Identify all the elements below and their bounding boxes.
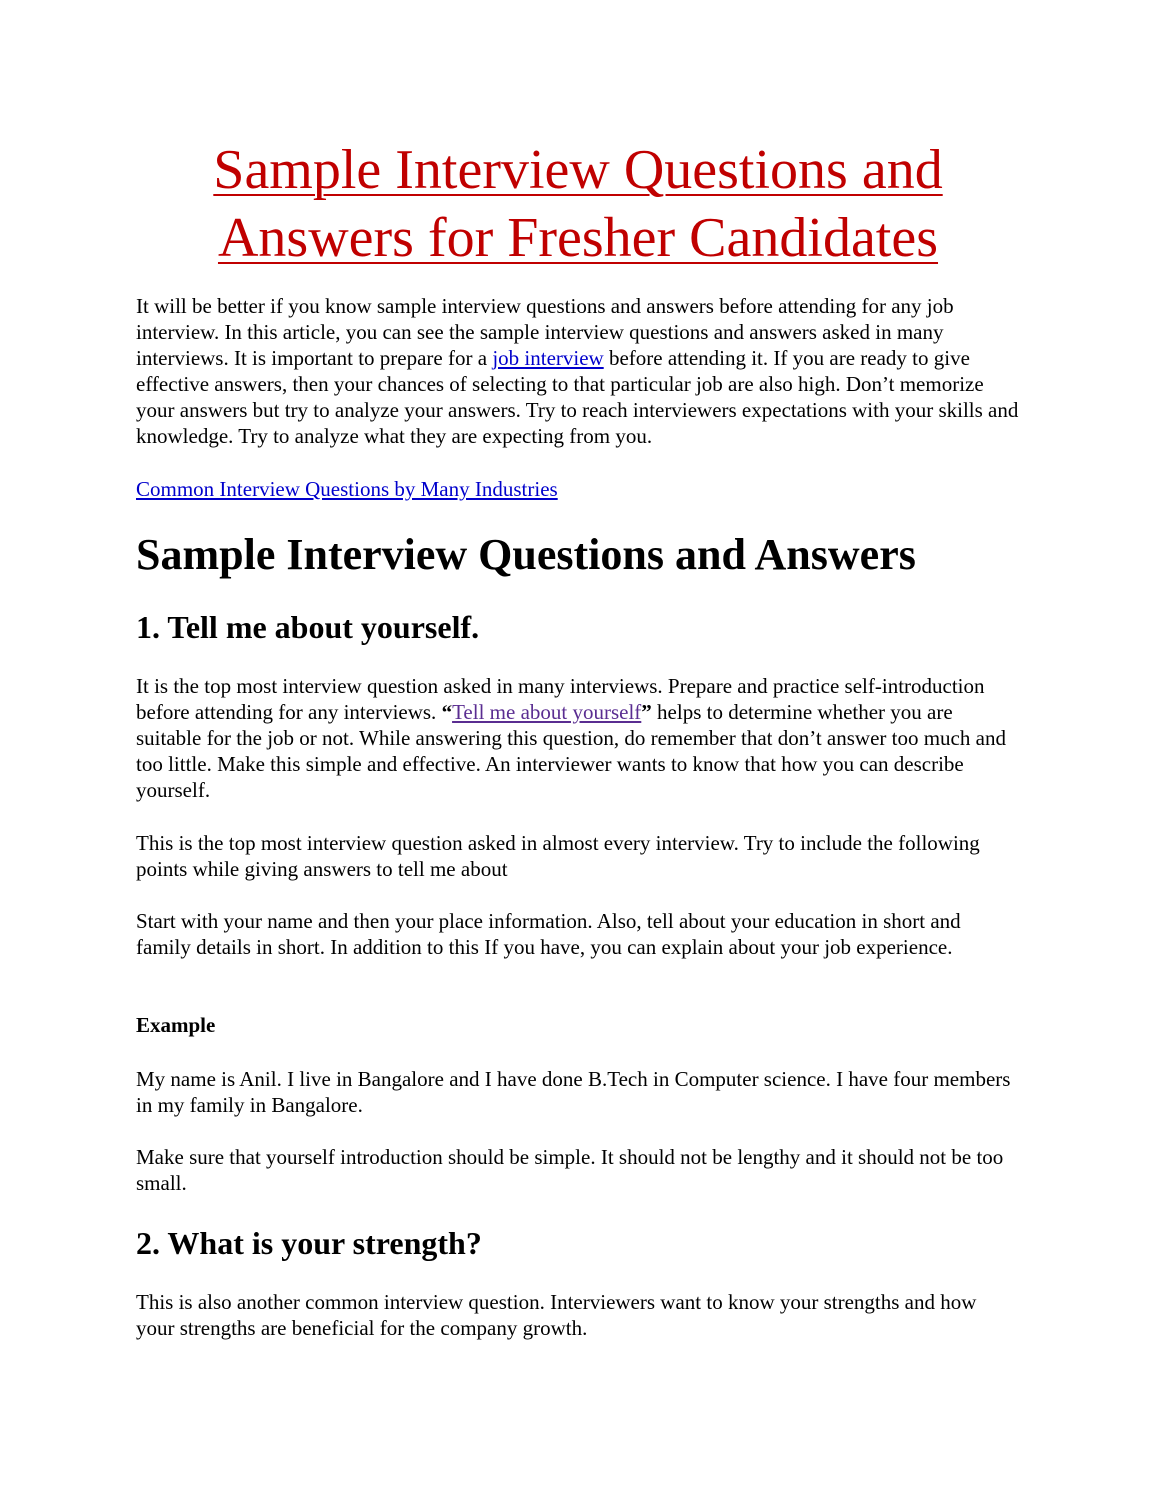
open-quote: “: [441, 700, 453, 724]
intro-paragraph: [136, 293, 1020, 449]
question-1-paragraph-5: Make sure that yourself introduction should be simple. It should not be lengthy and it should not be too small.: [136, 1145, 1004, 1195]
intro-text-start: It will be better if you know sample interview questions and answers before attending for any job interview. In this article, you can see the sample interview questions and answers asked in many interviews. It is important to prepare for a: [136, 294, 954, 370]
document-title-link[interactable]: [213, 139, 942, 269]
document-title: [0, 136, 1156, 272]
main-heading: Sample Interview Questions and Answers: [136, 530, 916, 579]
example-paragraph: My name is Anil. I live in Bangalore and I have done B.Tech in Computer science. I have four members in my family in Bangalore.: [136, 1067, 1011, 1117]
q1-text-start: It is the top most interview question asked in many interviews. Prepare and practice self-introduction before attending for any interviews.: [136, 674, 985, 724]
question-1-heading: 1. Tell me about yourself.: [136, 609, 480, 645]
job-interview-link[interactable]: job interview: [492, 346, 604, 370]
intro-text-end: before attending it. If you are ready to give effective answers, then your chances of selecting to that particular job are also high. Don’t memorize your answers but try to analyze your answers. Try to reach interviewers expectations with your skills and knowledge. Try to analyze what they are expecting from you.: [136, 346, 1019, 448]
title-line-2: Answers for Fresher Candidates: [217, 207, 939, 269]
question-1-paragraph-3: Start with your name and then your place information. Also, tell about your education in short and family details in short. In addition to this If you have, you can explain about your job experience.: [136, 909, 961, 959]
question-2-paragraph-1: This is also another common interview question. Interviewers want to know your strengths and how your strengths are beneficial for the company growth.: [136, 1290, 977, 1340]
common-questions-paragraph: [136, 476, 558, 502]
title-line-1: Sample Interview Questions and: [213, 139, 943, 201]
question-1-paragraph-2: This is the top most interview question asked in almost every interview. Try to include the following points while giving answers to tell me about: [136, 831, 980, 881]
common-interview-questions-link[interactable]: Common Interview Questions by Many Industries: [136, 477, 558, 501]
example-label: Example: [136, 1013, 216, 1037]
close-quote: ”: [641, 700, 652, 724]
question-1-paragraph-1: [136, 673, 1020, 803]
q1-text-end: helps to determine whether you are suitable for the job or not. While answering this question, do remember that don’t answer too much and too little. Make this simple and effective. An interviewer wants to know that how you can describe yourself.: [136, 700, 1006, 802]
tell-me-about-yourself-link[interactable]: Tell me about yourself: [452, 700, 642, 724]
question-2-heading: 2. What is your strength?: [136, 1225, 482, 1261]
